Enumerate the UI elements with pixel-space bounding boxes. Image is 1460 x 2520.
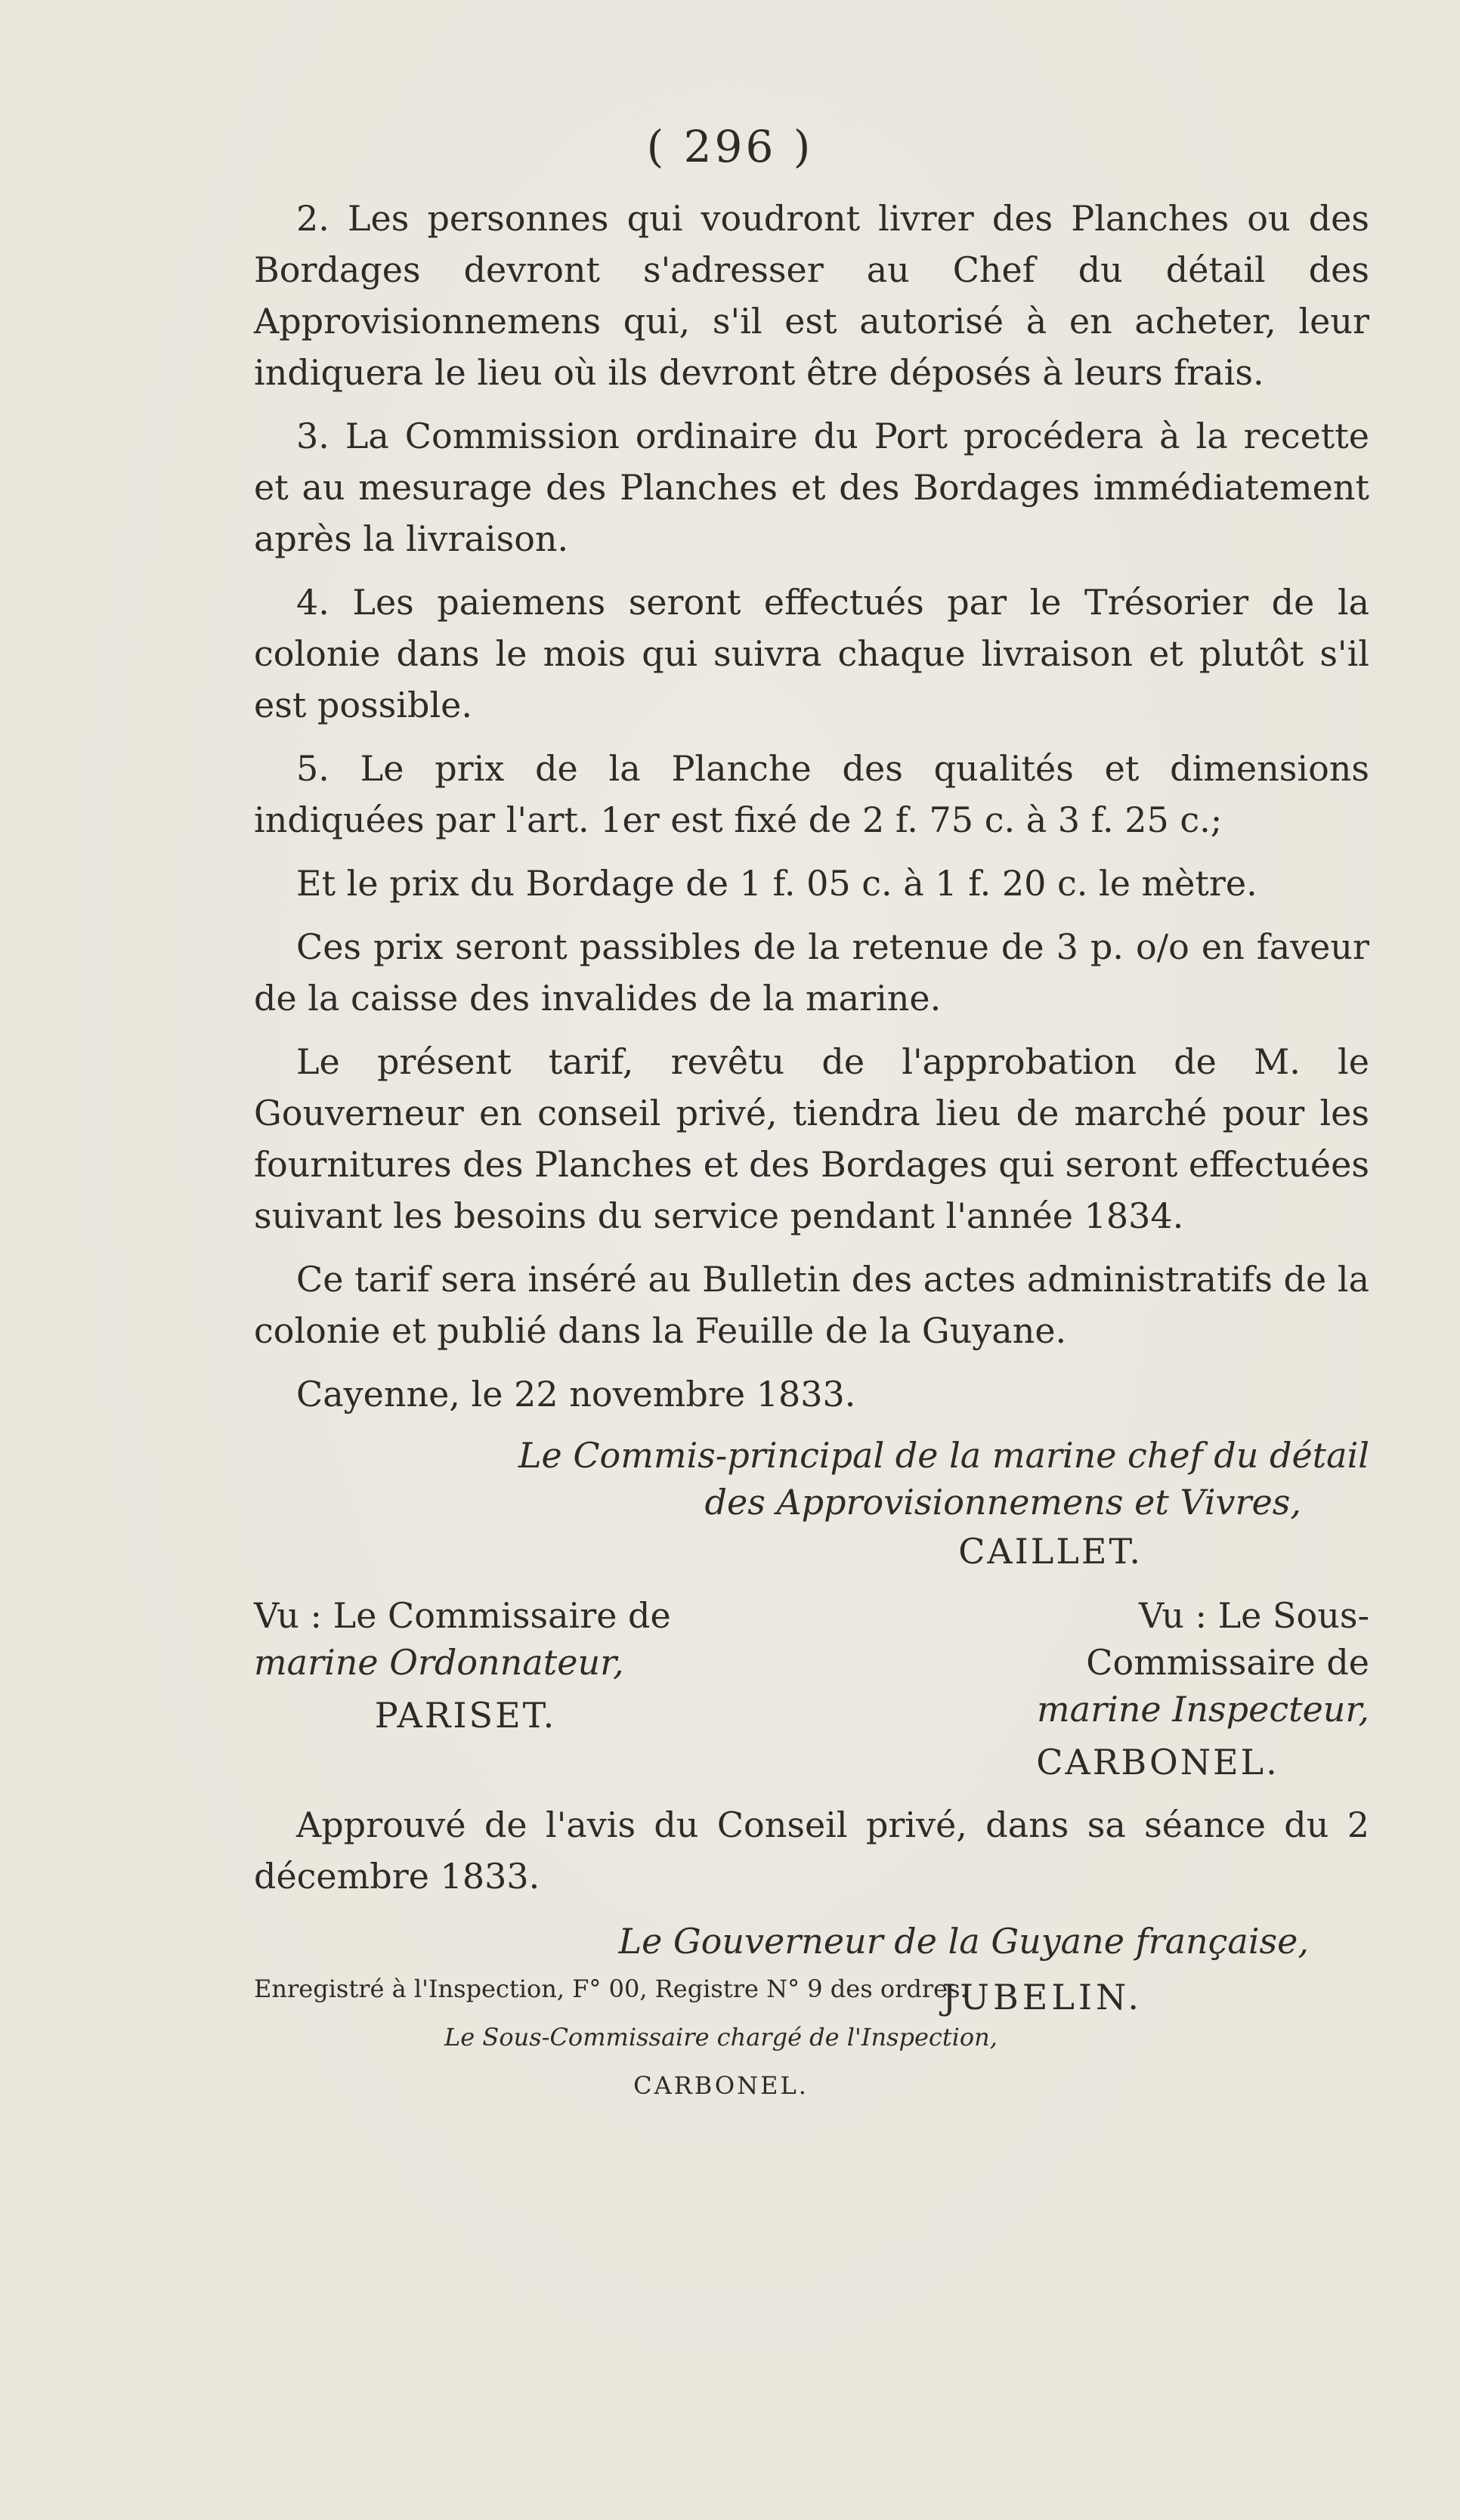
tarif-clause: Le présent tarif, revêtu de l'approbation de M. le Gouverneur en conseil privé, tiendra lieu de marché pour les fournitures des Planches et des Bordages qui seront effectuées suivant les besoins du service pendant l'année 1834.: [254, 1041, 1369, 1236]
article-4: 4. Les paiemens seront effectués par le Trésorier de la colonie dans le mois qui suivra chaque livraison et plutôt s'il est possible.: [254, 582, 1369, 725]
registration-line: Enregistré à l'Inspection, F° 00, Registre N° 9 des ordres.: [254, 1974, 968, 2003]
article-2: 2. Les personnes qui voudront livrer des Planches ou des Bordages devront s'adresser au Chef du détail des Approvisionnemens qui, s'il est autorisé à en acheter, leur indiquera le lieu où ils devront être déposés à leurs frais.: [254, 198, 1369, 393]
vu-left-role: marine Ordonnateur,: [254, 1642, 624, 1683]
vu-right-block: [946, 1592, 1369, 1786]
registration-block: [254, 1968, 1369, 2106]
vu-right-role: marine Inspecteur,: [1037, 1689, 1369, 1730]
signature-role-line1: Le Commis-principal de la marine chef du détail: [518, 1435, 1369, 1476]
governor-name: JUBELIN.: [942, 1977, 1143, 2018]
document-body: [254, 193, 1369, 2023]
vu-right-title: Vu : Le Sous-Commissaire de: [1086, 1595, 1369, 1683]
vu-left-name: PARISET.: [374, 1695, 557, 1736]
article-5: 5. Le prix de la Planche des qualités et dimensions indiquées par l'art. 1er est fixé de 2 f. 75 c. à 3 f. 25 c.;: [254, 748, 1369, 840]
approval-line: Approuvé de l'avis du Conseil privé, dans sa séance du 2 décembre 1833.: [254, 1804, 1369, 1897]
publication-clause: Ce tarif sera inséré au Bulletin des actes administratifs de la colonie et publié dans la Feuille de la Guyane.: [254, 1259, 1369, 1351]
signature-role-line2: des Approvisionnemens et Vivres,: [704, 1482, 1301, 1523]
governor-title: Le Gouverneur de la Guyane française,: [618, 1921, 1309, 1962]
registration-name: CARBONEL.: [633, 2071, 809, 2100]
article-3: 3. La Commission ordinaire du Port procédera à la recette et au mesurage des Planches et des Bordages immédiatement après la livraison.: [254, 416, 1369, 559]
vu-signatures: [254, 1592, 1369, 1786]
page-number: ( 296 ): [646, 121, 814, 172]
retenue-clause: Ces prix seront passibles de la retenue de 3 p. o/o en faveur de la caisse des invalides de la marine.: [254, 926, 1369, 1019]
signature-name: CAILLET.: [958, 1531, 1143, 1572]
vu-left-block: [254, 1592, 677, 1786]
date-line: Cayenne, le 22 novembre 1833.: [296, 1374, 856, 1415]
vu-right-name: CARBONEL.: [1036, 1742, 1279, 1783]
registration-officer: Le Sous-Commissaire chargé de l'Inspection,: [444, 2023, 998, 2052]
bordage-price: Et le prix du Bordage de 1 f. 05 c. à 1 f. 20 c. le mètre.: [296, 863, 1257, 904]
vu-left-title: Vu : Le Commissaire de: [254, 1595, 671, 1636]
